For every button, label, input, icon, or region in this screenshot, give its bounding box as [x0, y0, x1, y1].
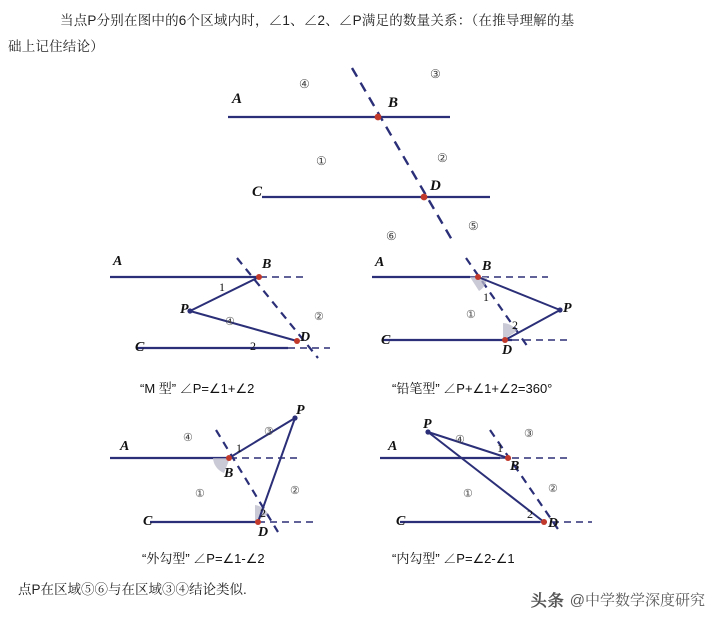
label-a: A [232, 91, 243, 107]
o-label-p: P [296, 403, 305, 418]
p-label-c: C [381, 333, 391, 348]
o-region-1: ① [195, 488, 205, 500]
o-label-c: C [143, 514, 153, 529]
p-angle-2: 2 [512, 318, 518, 332]
o-label-b: B [224, 466, 234, 481]
caption-inner-hook-type: “内勾型” ∠P=∠2-∠1 [392, 551, 515, 566]
region-label-1: ① [316, 154, 327, 168]
i-region-1: ① [463, 488, 473, 500]
p-label-a: A [375, 255, 385, 270]
o-label-d: D [258, 525, 269, 540]
caption-pencil-type: “铅笔型” ∠P+∠1+∠2=360° [392, 381, 553, 396]
watermark-text: @中学数学深度研究 [569, 592, 705, 609]
m-region-4: ④ [225, 316, 235, 328]
m-label-c: C [135, 340, 145, 355]
m-label-p: P [180, 302, 189, 317]
o-angle-2: 2 [260, 506, 266, 520]
m-region-2: ② [314, 311, 324, 323]
intro-line-2: 础上记住结论） [8, 39, 104, 54]
p-label-b: B [482, 259, 492, 274]
i-label-c: C [396, 514, 406, 529]
region-label-4: ④ [299, 77, 310, 91]
m-point-b [256, 274, 262, 280]
region-label-5: ⑤ [468, 219, 479, 233]
m-label-b: B [262, 257, 272, 272]
caption-m-type: “M 型” ∠P=∠1+∠2 [140, 381, 255, 396]
i-angle-2: 2 [527, 507, 533, 521]
caption-outer-hook-type: “外勾型” ∠P=∠1-∠2 [142, 551, 265, 566]
i-region-3: ③ [524, 428, 534, 440]
m-angle-1: 1 [219, 280, 225, 294]
i-region-4: ④ [455, 434, 465, 446]
p-label-p: P [563, 301, 572, 316]
i-region-2: ② [548, 483, 558, 495]
m-angle-2: 2 [250, 339, 256, 353]
figure-pencil-type [372, 255, 572, 358]
i-label-d: D [548, 516, 559, 531]
region-label-2: ② [437, 151, 448, 165]
point-b-marker [375, 114, 382, 121]
i-point-d [541, 519, 547, 525]
m-label-d: D [300, 330, 311, 345]
p-point-b [475, 274, 481, 280]
o-angle-1: 1 [236, 441, 242, 455]
intro-line-1: 当点P分别在图中的6个区域内时，∠1、∠2、∠P满足的数量关系：（在推导理解的基 [60, 13, 575, 28]
o-region-4: ④ [183, 432, 193, 444]
figure-m-type [110, 254, 330, 358]
o-region-3: ③ [264, 426, 274, 438]
o-transversal [216, 430, 278, 532]
footnote-text: 点P在区域⑤⑥与在区域③④结论类似. [18, 582, 247, 597]
p-region-1: ① [466, 309, 476, 321]
region-label-3: ③ [430, 67, 441, 81]
m-label-a: A [113, 254, 123, 269]
label-c: C [252, 184, 263, 200]
point-d-marker [421, 194, 428, 201]
o-point-b [226, 455, 232, 461]
label-b: B [388, 95, 399, 111]
figure-inner-hook-type [380, 417, 592, 532]
o-region-2: ② [290, 485, 300, 497]
i-label-a: A [388, 439, 398, 454]
p-point-p [557, 307, 562, 312]
m-seg-pd [190, 311, 297, 341]
i-label-b: B [510, 459, 520, 474]
p-label-d: D [502, 343, 513, 358]
i-angle-1: 1 [497, 441, 503, 455]
p-transversal [466, 258, 530, 350]
label-d: D [430, 178, 441, 194]
watermark-logo: 头条 [530, 593, 565, 610]
figure-outer-hook-type [110, 403, 318, 540]
o-label-a: A [120, 439, 130, 454]
top-figure [228, 67, 490, 243]
i-label-p: P [423, 417, 432, 432]
watermark [531, 588, 705, 611]
p-angle-1: 1 [483, 290, 489, 304]
region-label-6: ⑥ [386, 229, 397, 243]
i-seg-pb [428, 432, 508, 458]
